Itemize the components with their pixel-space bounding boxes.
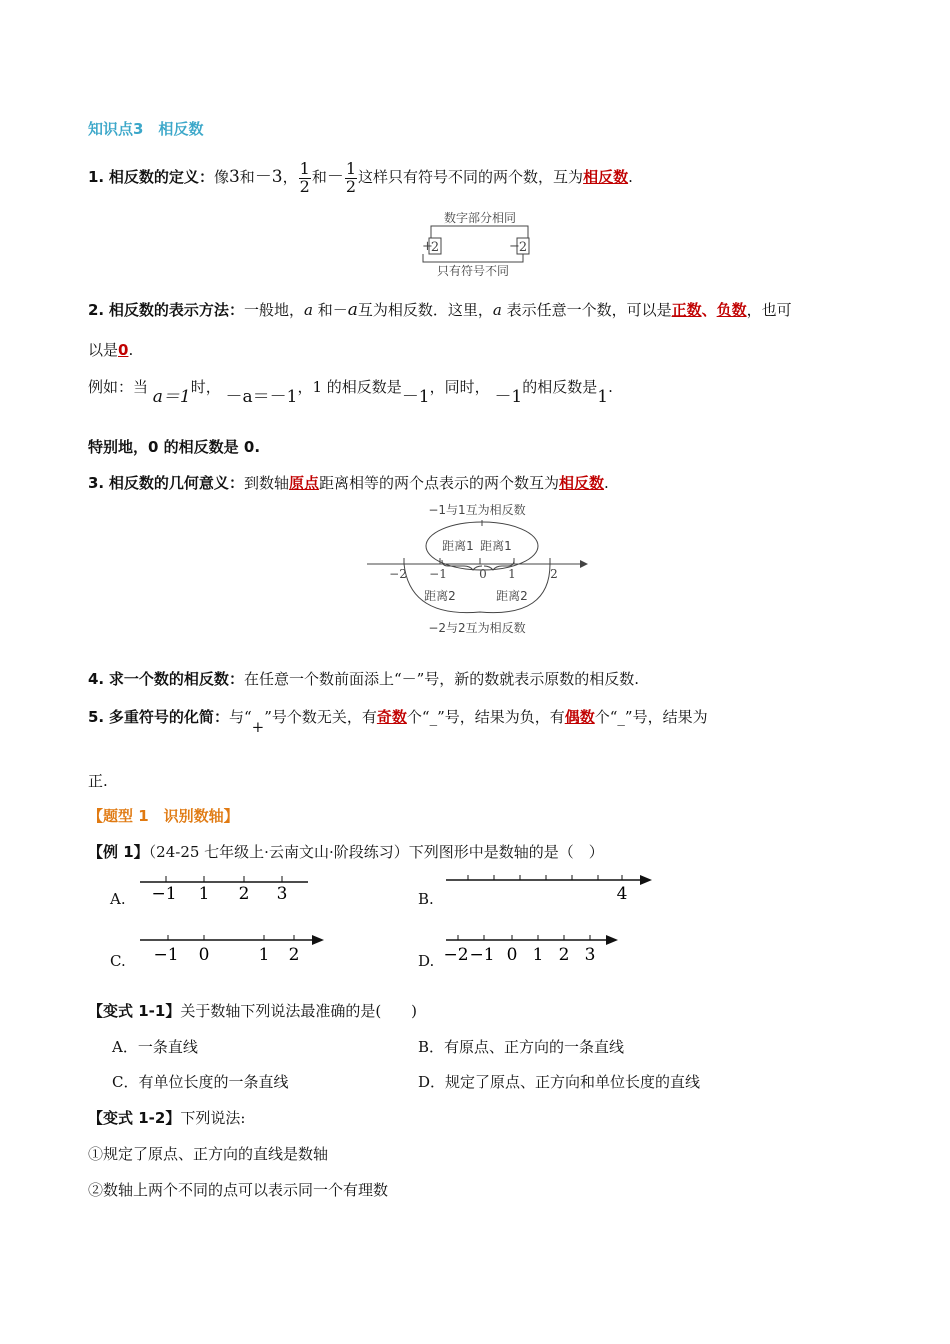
item-title: 相反数的定义 (108, 168, 199, 186)
option-d-tick: 1 (532, 945, 544, 965)
fig2-dist2b: 距离2 (496, 589, 528, 603)
option-d-tick: −1 (469, 945, 495, 965)
fig2-bottom-label: −2与2互为相反数 (428, 621, 526, 635)
option-c-number-line[interactable] (136, 932, 336, 972)
item-number: 1. (88, 168, 105, 186)
variant-1-1-option-d[interactable]: D．规定了原点、正方向和单位长度的直线 (418, 1073, 701, 1091)
fig2-dist1b: 距离1 (480, 539, 512, 553)
question-type-heading: 【题型 1 识别数轴】 (88, 807, 239, 825)
find-opposite-paragraph: 4. 求一个数的相反数：在任意一个数前面添上“－”号，新的数就表示原数的相反数. (88, 670, 640, 688)
fraction-half-neg: $\frac{1}{2}$ (345, 158, 357, 196)
option-c-tick: 0 (198, 945, 210, 965)
section-heading: 知识点3 相反数 (88, 120, 204, 138)
option-a-tick: 2 (238, 884, 250, 904)
geometric-meaning-paragraph: 3. 相反数的几何意义：到数轴原点距离相等的两个点表示的两个数互为相反数. (88, 474, 609, 492)
fig1-left-sign: + (422, 239, 433, 254)
fig2-tick: −1 (429, 567, 447, 581)
example-line: 例如：当 a＝1时， －a＝－1，1 的相反数是－1，同时， －1的相反数是1. (88, 378, 613, 407)
fig2-tick: 2 (550, 567, 558, 581)
fig1-right-sign: − (509, 239, 520, 254)
option-c-tick: −1 (153, 945, 179, 965)
item-title: 相反数的表示方法 (108, 301, 229, 319)
example1-question: 【例 1】（24-25 七年级上·云南文山·阶段练习）下列图形中是数轴的是（ ） (88, 843, 604, 861)
option-d-tick: 2 (558, 945, 570, 965)
answer-blank: 相反数 (583, 168, 629, 186)
option-b-number-line[interactable] (442, 870, 662, 910)
option-a-tick: 3 (276, 884, 288, 904)
variant-1-1-option-c[interactable]: C．有单位长度的一条直线 (112, 1073, 289, 1091)
definition-paragraph: 1. 相反数的定义：像3和－3， $\frac{1}{2}$ 和－ $\frac{1}{2}$ 这样只有符号不同的两个数，互为相反数. (88, 158, 633, 196)
fig2-tick: −2 (389, 567, 407, 581)
option-c-tick: 2 (288, 945, 300, 965)
option-c-tick: 1 (258, 945, 270, 965)
fig1-left-num: 2 (430, 240, 440, 255)
fig2-dist2a: 距离2 (424, 589, 456, 603)
fig2-top-label: −1与1互为相反数 (428, 503, 526, 517)
variant-1-2-statement: ①规定了原点、正方向的直线是数轴 (88, 1145, 329, 1163)
number-line-diagram (362, 500, 592, 640)
option-a-number-line[interactable] (136, 872, 316, 912)
variant-1-1-option-a[interactable]: A．一条直线 (112, 1038, 198, 1056)
special-note: 特别地，0 的相反数是 0. (88, 438, 261, 456)
fig2-tick: 1 (508, 567, 516, 581)
fig2-dist1a: 距离1 (442, 539, 474, 553)
option-c-letter[interactable]: C. (110, 952, 126, 970)
variant-1-1-question: 【变式 1-1】关于数轴下列说法最准确的是( ) (88, 1002, 418, 1020)
option-a-tick: 1 (198, 884, 210, 904)
option-a-tick: −1 (151, 884, 177, 904)
option-d-number-line[interactable] (442, 932, 632, 972)
option-d-tick: −2 (443, 945, 469, 965)
variant-1-1-option-b[interactable]: B．有原点、正方向的一条直线 (418, 1038, 625, 1056)
option-b-tick: 4 (616, 884, 628, 904)
fig1-right-num: 2 (518, 240, 528, 255)
option-d-letter[interactable]: D. (418, 952, 435, 970)
multiple-signs-paragraph-cont: 正. (88, 772, 108, 790)
option-a-letter[interactable]: A. (110, 890, 126, 908)
opposite-number-diagram (418, 208, 538, 278)
fraction-half: $\frac{1}{2}$ (299, 158, 310, 196)
option-d-tick: 0 (506, 945, 518, 965)
option-d-tick: 3 (584, 945, 596, 965)
fig2-tick: 0 (479, 567, 487, 581)
option-b-letter[interactable]: B. (418, 890, 434, 908)
multiple-signs-paragraph: 5. 多重符号的化简：与“+”号个数无关，有奇数个“_”号，结果为负，有偶数个“_”号，结果为 (88, 708, 708, 736)
representation-paragraph-cont: 以是0. (88, 341, 134, 359)
variant-1-2-statement: ②数轴上两个不同的点可以表示同一个有理数 (88, 1181, 389, 1199)
fig1-bottom-label: 只有符号不同 (436, 264, 510, 278)
variant-1-2-question: 【变式 1-2】下列说法: (88, 1109, 246, 1127)
fig1-top-label: 数字部分相同 (443, 211, 517, 225)
representation-paragraph: 2. 相反数的表示方法：一般地，a 和－a互为相反数．这里，a 表示任意一个数，可以是正数、负数，也可 (88, 300, 792, 320)
